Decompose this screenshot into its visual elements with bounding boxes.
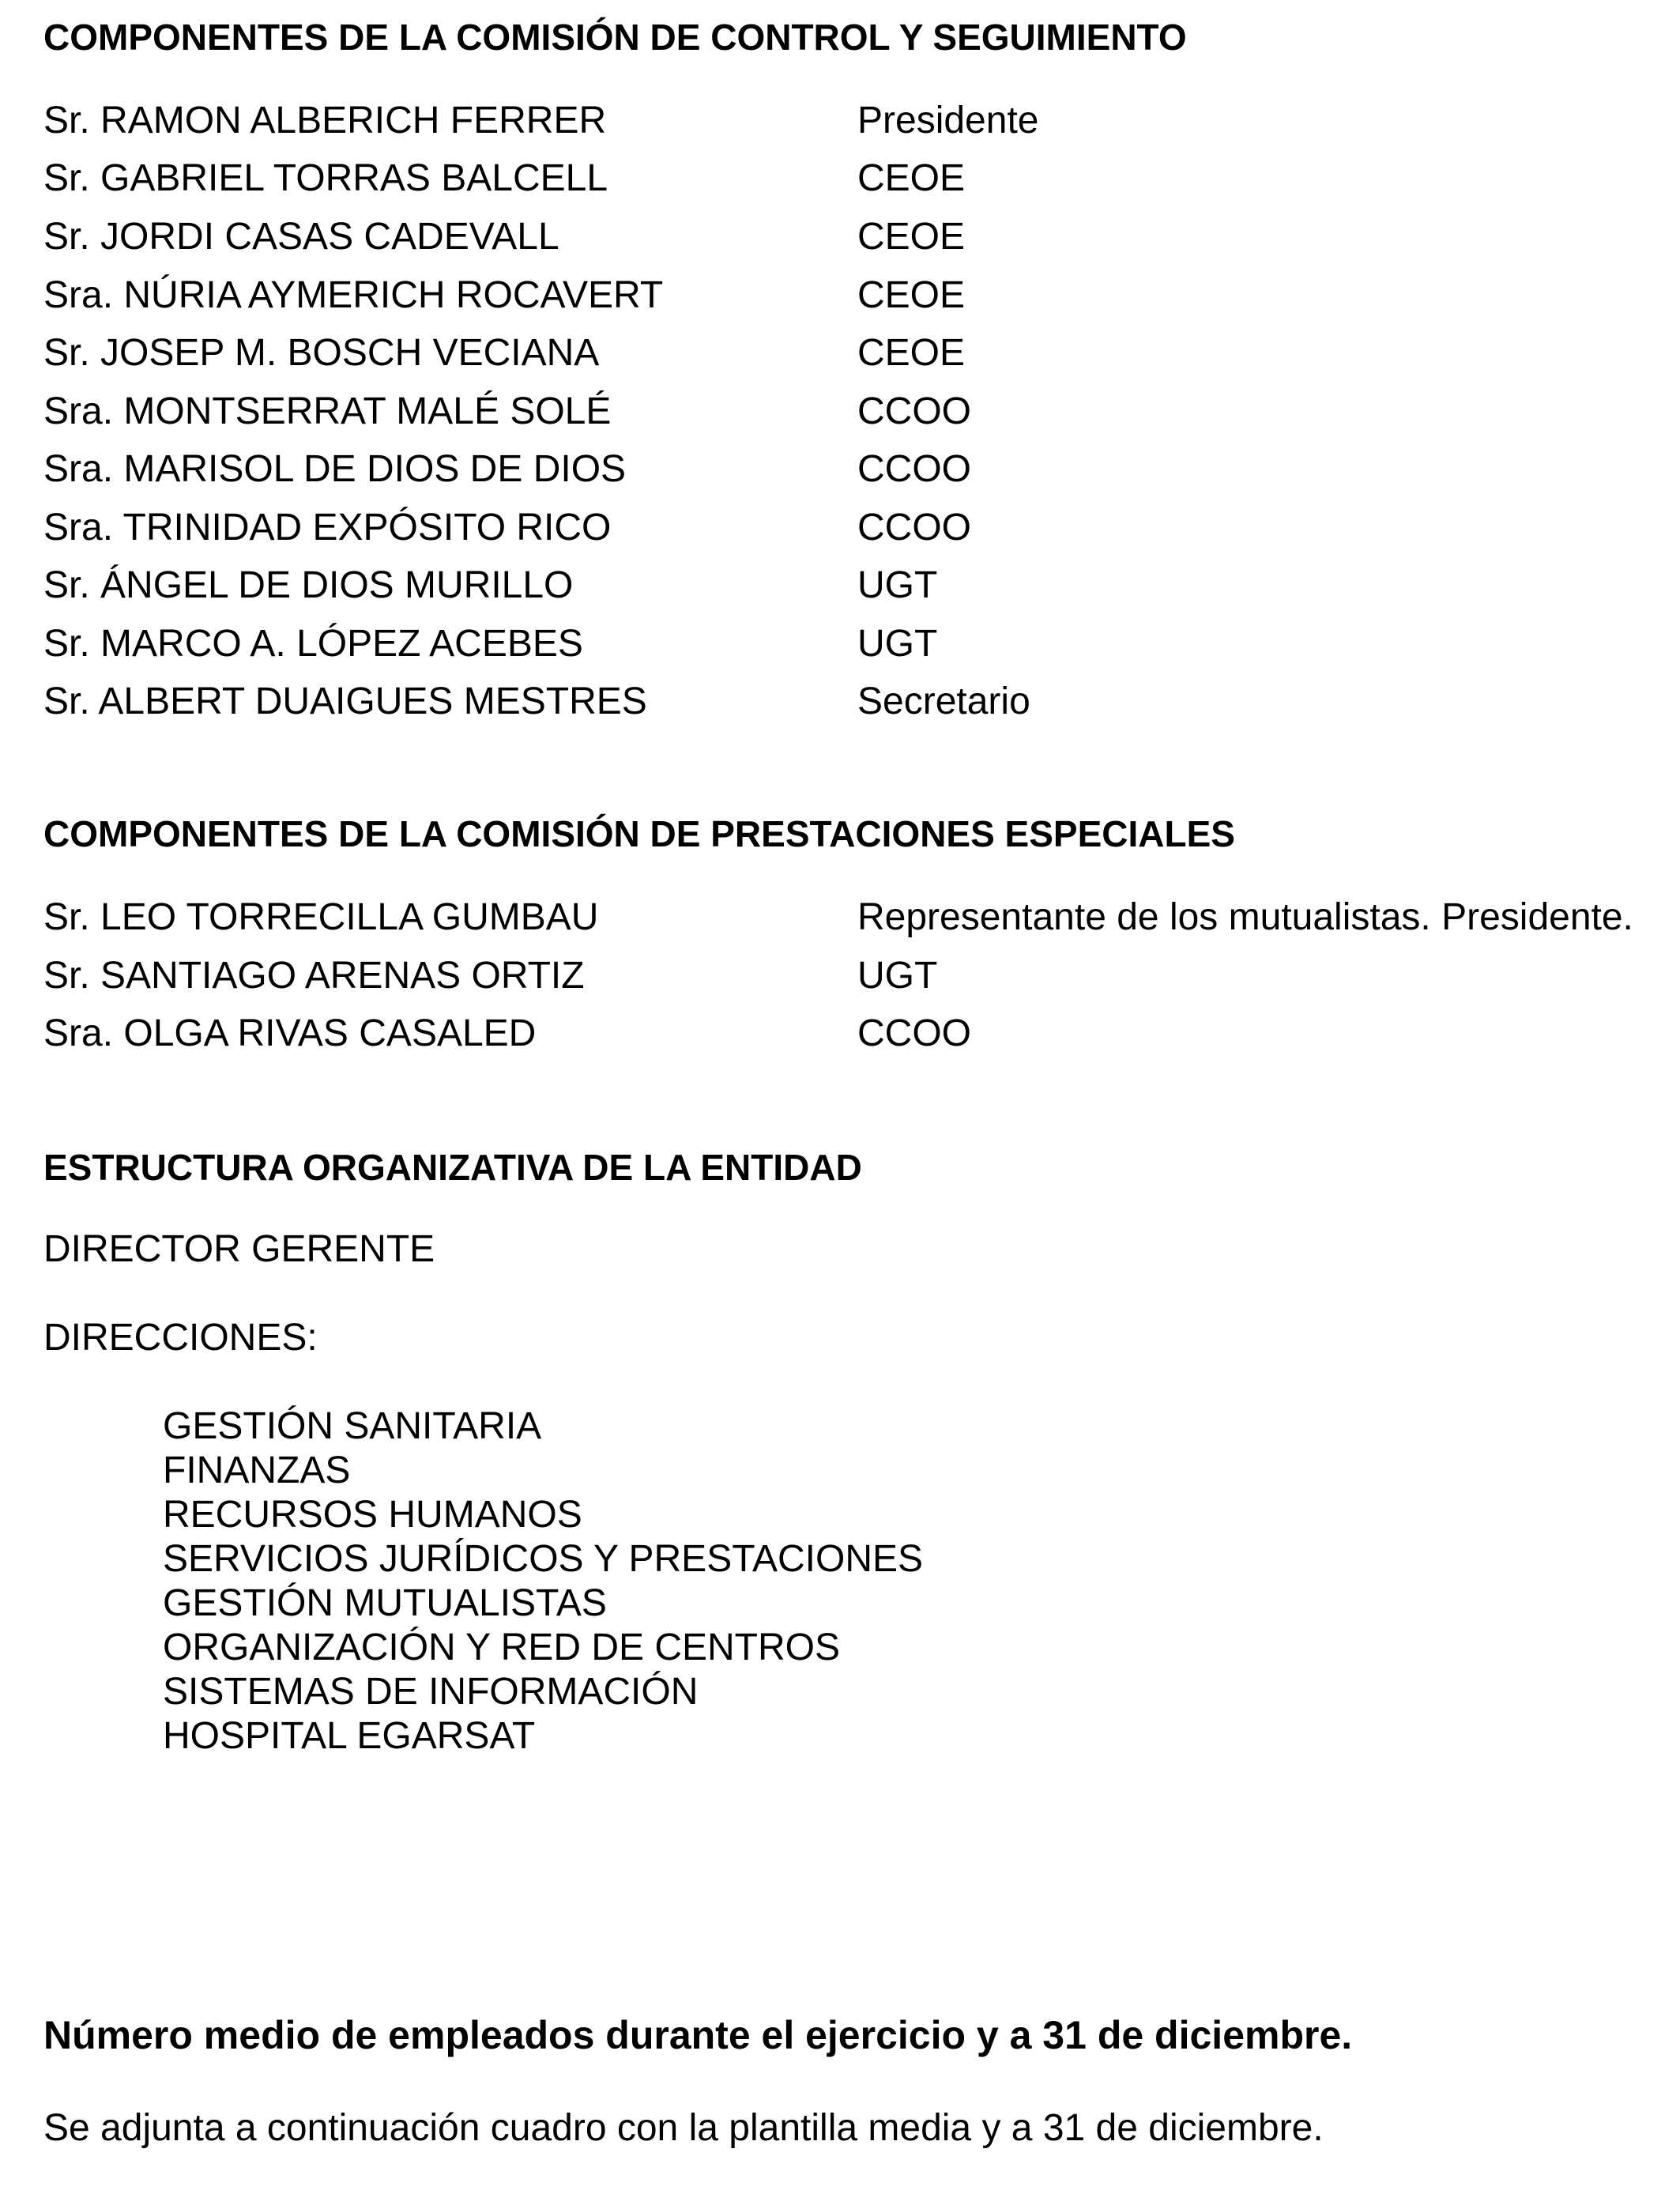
special-benefits-heading: COMPONENTES DE LA COMISIÓN DE PRESTACIONES ESPECIALES (43, 813, 1235, 854)
member-name: Sra. MARISOL DE DIOS DE DIOS (43, 448, 627, 490)
employees-text: Se adjunta a continuación cuadro con la plantilla media y a 31 de diciembre. (43, 2107, 1324, 2149)
member-role: UGT (857, 564, 938, 606)
member-name: Sr. LEO TORRECILLA GUMBAU (43, 896, 599, 938)
member-row (43, 499, 1663, 556)
member-row (43, 616, 1663, 673)
member-row (43, 1005, 1663, 1062)
member-role: CEOE (857, 157, 966, 199)
member-role: CEOE (857, 332, 966, 374)
directions-label: DIRECCIONES: (43, 1317, 318, 1359)
member-row (43, 441, 1663, 498)
direction-item: GESTIÓN MUTUALISTAS (163, 1582, 607, 1624)
organization-heading: ESTRUCTURA ORGANIZATIVA DE LA ENTIDAD (43, 1147, 862, 1188)
direction-item: FINANZAS (163, 1449, 351, 1491)
direction-item: ORGANIZACIÓN Y RED DE CENTROS (163, 1627, 841, 1668)
member-role: CCOO (857, 448, 971, 490)
member-name: Sra. NÚRIA AYMERICH ROCAVERT (43, 274, 664, 316)
member-name: Sr. MARCO A. LÓPEZ ACEBES (43, 623, 583, 665)
member-name: Sr. RAMON ALBERICH FERRER (43, 100, 607, 141)
member-name: Sr. JOSEP M. BOSCH VECIANA (43, 332, 600, 374)
member-row (43, 889, 1663, 946)
member-name: Sr. ALBERT DUAIGUES MESTRES (43, 680, 647, 722)
member-name: Sr. GABRIEL TORRAS BALCELL (43, 157, 608, 199)
member-name: Sra. TRINIDAD EXPÓSITO RICO (43, 507, 612, 548)
member-role: Presidente (857, 100, 1039, 141)
director-title: DIRECTOR GERENTE (43, 1228, 435, 1270)
employees-heading: Número medio de empleados durante el ejercicio y a 31 de diciembre. (43, 2013, 1353, 2057)
member-name: Sra. MONTSERRAT MALÉ SOLÉ (43, 390, 612, 432)
direction-item: GESTIÓN SANITARIA (163, 1405, 542, 1447)
member-name: Sr. JORDI CASAS CADEVALL (43, 216, 559, 258)
member-row (43, 150, 1663, 207)
directions-list (163, 1404, 923, 1759)
control-commission-heading: COMPONENTES DE LA COMISIÓN DE CONTROL Y SEGUIMIENTO (43, 17, 1187, 58)
member-row (43, 325, 1663, 382)
direction-item: HOSPITAL EGARSAT (163, 1715, 536, 1757)
member-name: Sr. ÁNGEL DE DIOS MURILLO (43, 564, 574, 606)
member-row (43, 267, 1663, 324)
member-role: CCOO (857, 390, 971, 432)
member-name: Sra. OLGA RIVAS CASALED (43, 1012, 537, 1054)
member-row (43, 557, 1663, 614)
member-row (43, 673, 1663, 730)
member-role: CEOE (857, 216, 966, 258)
member-row (43, 92, 1663, 149)
direction-item: RECURSOS HUMANOS (163, 1494, 582, 1536)
member-role: Representante de los mutualistas. Presidente. (857, 896, 1633, 938)
member-role: CEOE (857, 274, 966, 316)
member-role: CCOO (857, 1012, 971, 1054)
member-name: Sr. SANTIAGO ARENAS ORTIZ (43, 955, 585, 997)
direction-item: SERVICIOS JURÍDICOS Y PRESTACIONES (163, 1538, 924, 1580)
member-row (43, 948, 1663, 1005)
member-row (43, 383, 1663, 440)
direction-item: SISTEMAS DE INFORMACIÓN (163, 1671, 699, 1713)
member-role: UGT (857, 623, 938, 665)
member-role: UGT (857, 955, 938, 997)
member-role: Secretario (857, 680, 1030, 722)
member-role: CCOO (857, 507, 971, 548)
member-row (43, 209, 1663, 266)
